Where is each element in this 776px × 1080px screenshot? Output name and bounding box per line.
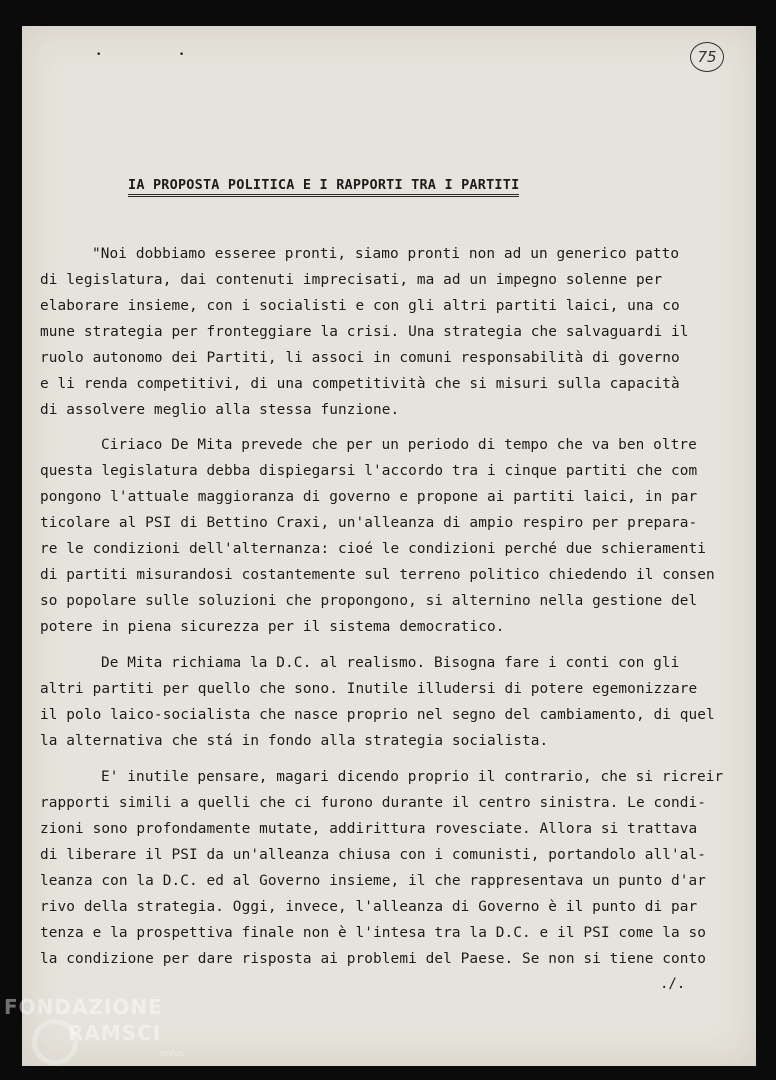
text-line: "Noi dobbiamo esseree pronti, siamo pronti non ad un generico patto [92,246,680,262]
watermark-line2: RAMSCI [68,1021,162,1045]
text-line: zioni sono profondamente mutate, addirittura rovesciate. Allora si trattava [40,821,698,837]
text-line: la condizione per dare risposta ai problemi del Paese. Se non si tiene conto [40,951,707,967]
text-line: elaborare insieme, con i socialisti e con gli altri partiti laici, una co [40,298,680,314]
text-line: di liberare il PSI da un'alleanza chiusa con i comunisti, portandolo all'al- [40,847,707,863]
text-line: ruolo autonomo dei Partiti, li associ in comuni responsabilità di governo [40,350,680,366]
continuation-mark: ./. [660,976,686,992]
text-line: re le condizioni dell'alternanza: cioé le condizioni perché due schieramenti [40,541,707,557]
text-line: e li renda competitivi, di una competitività che si misuri sulla capacità [40,376,680,392]
text-line: potere in piena sicurezza per il sistema democratico. [40,619,505,635]
text-line: De Mita richiama la D.C. al realismo. Bisogna fare i conti con gli [101,655,680,671]
text-line: pongono l'attuale maggioranza di governo e propone ai partiti laici, in par [40,489,698,505]
text-line: ticolare al PSI di Bettino Craxi, un'alleanza di ampio respiro per prepara- [40,515,698,531]
punch-marks: • • [96,50,221,60]
text-line: la alternativa che stá in fondo alla strategia socialista. [40,733,549,749]
text-line: E' inutile pensare, magari dicendo proprio il contrario, che si ricreir [101,769,724,785]
document-title: IA PROPOSTA POLITICA E I RAPPORTI TRA I PARTITI [128,177,519,197]
text-line: il polo laico-socialista che nasce proprio nel segno del cambiamento, di quel [40,707,715,723]
text-line: leanza con la D.C. ed al Governo insieme, il che rappresentava un punto d'ar [40,873,707,889]
text-line: altri partiti per quello che sono. Inutile illudersi di potere egemonizzare [40,681,698,697]
text-line: so popolare sulle soluzioni che propongono, si alternino nella gestione del [40,593,698,609]
text-line: rivo della strategia. Oggi, invece, l'alleanza di Governo è il punto di par [40,899,698,915]
watermark-onlus: onlus [160,1049,185,1059]
page-number: 75 [697,48,717,66]
text-line: Ciriaco De Mita prevede che per un periodo di tempo che va ben oltre [101,437,697,453]
fondazione-gramsci-watermark [4,995,204,1075]
page-number-stamp [690,42,724,72]
text-line: di legislatura, dai contenuti imprecisati, ma ad un impegno solenne per [40,272,663,288]
watermark-line1: FONDAZIONE [4,995,163,1019]
text-line: questa legislatura debba dispiegarsi l'accordo tra i cinque partiti che com [40,463,698,479]
text-line: rapporti simili a quelli che ci furono durante il centro sinistra. Le condi- [40,795,707,811]
text-line: di partiti misurandosi costantemente sul terreno politico chiedendo il consen [40,567,715,583]
text-line: tenza e la prospettiva finale non è l'intesa tra la D.C. e il PSI come la so [40,925,707,941]
text-line: mune strategia per fronteggiare la crisi. Una strategia che salvaguardi il [40,324,689,340]
text-line: di assolvere meglio alla stessa funzione. [40,402,400,418]
